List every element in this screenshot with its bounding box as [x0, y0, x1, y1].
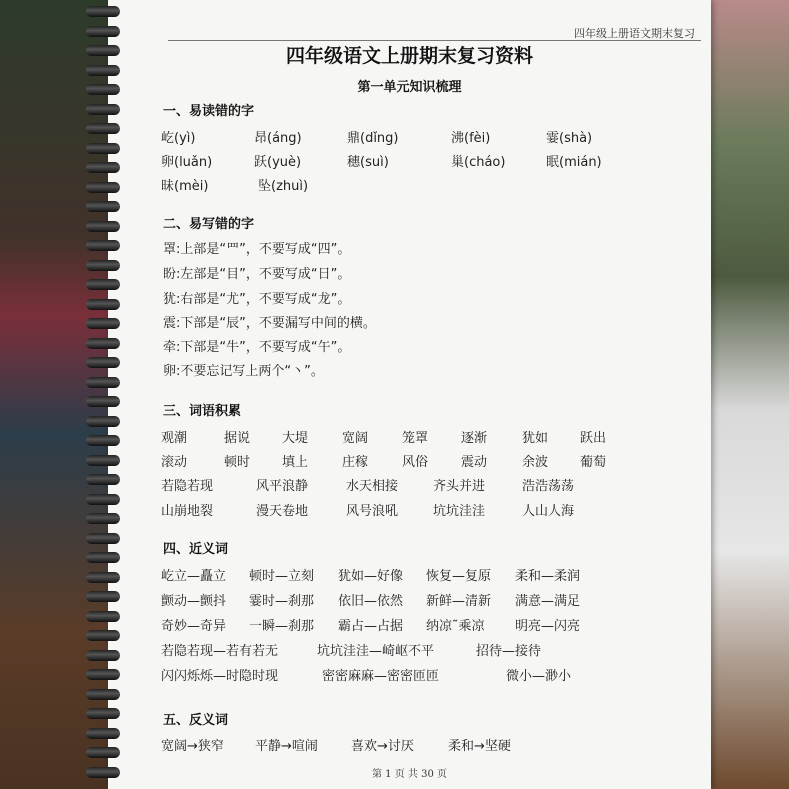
binding-ring [86, 572, 120, 583]
word-item: 山崩地裂 [161, 504, 214, 519]
synonym-pair: 微小—渺小 [506, 669, 572, 684]
word-item: 据说 [224, 431, 251, 446]
synonym-pair: 犹如—好像 [338, 569, 404, 584]
pinyin-item: 昂(áng) [254, 131, 302, 146]
binding-ring [86, 45, 120, 56]
binding-ring [86, 357, 120, 368]
binding-ring [86, 416, 120, 427]
word-item: 大堤 [282, 431, 309, 446]
binding-ring [86, 201, 120, 212]
synonym-pair: 招待—接待 [476, 644, 542, 659]
word-item: 漫天卷地 [256, 504, 309, 519]
binding-ring [86, 240, 120, 251]
word-item: 填上 [282, 455, 309, 470]
binding-ring [86, 338, 120, 349]
binding-ring [86, 747, 120, 758]
antonym-pair: 宽阔→狭窄 [161, 739, 224, 754]
binding-ring [86, 669, 120, 680]
word-item: 跃出 [580, 431, 607, 446]
binding-ring [86, 474, 120, 485]
binding-ring [86, 728, 120, 739]
writing-tip: 罩:上部是“罒”，不要写成“四”。 [163, 242, 351, 257]
binding-ring [86, 494, 120, 505]
binding-ring [86, 162, 120, 173]
word-item: 坑坑洼洼 [433, 504, 486, 519]
word-item: 人山人海 [522, 504, 575, 519]
antonym-pair: 喜欢→讨厌 [351, 739, 414, 754]
binding-ring [86, 6, 120, 17]
binding-ring [86, 260, 120, 271]
word-item: 庄稼 [342, 455, 369, 470]
synonym-pair: 依旧—依然 [338, 594, 404, 609]
binding-ring [86, 123, 120, 134]
word-item: 风号浪吼 [346, 504, 399, 519]
synonym-pair: 若隐若现—若有若无 [161, 644, 279, 659]
running-head: 四年级上册语文期末复习 [574, 27, 695, 40]
antonym-pair: 平静→喧闹 [255, 739, 318, 754]
synonym-pair: 坑坑洼洼—崎岖不平 [317, 644, 435, 659]
binding-ring [86, 650, 120, 661]
binding-ring [86, 182, 120, 193]
section-heading-1: 一、易读错的字 [163, 104, 255, 119]
synonym-pair: 满意—满足 [515, 594, 581, 609]
binding-ring [86, 299, 120, 310]
synonym-pair: 柔和—柔润 [515, 569, 581, 584]
word-item: 余波 [522, 455, 549, 470]
pinyin-item: 坠(zhuì) [258, 179, 309, 194]
word-item: 笼罩 [402, 431, 429, 446]
word-item: 风俗 [402, 455, 429, 470]
synonym-pair: 明亮—闪亮 [515, 619, 581, 634]
binding-ring [86, 143, 120, 154]
section-heading-4: 四、近义词 [163, 542, 229, 557]
word-item: 犹如 [522, 431, 549, 446]
binding-ring [86, 455, 120, 466]
antonym-pair: 柔和→坚硬 [448, 739, 511, 754]
pinyin-item: 跃(yuè) [254, 155, 302, 170]
synonym-pair: 闪闪烁烁—时隐时现 [161, 669, 279, 684]
word-item: 逐渐 [461, 431, 488, 446]
word-item: 观潮 [161, 431, 188, 446]
binding-ring [86, 630, 120, 641]
synonym-pair: 新鲜—清新 [426, 594, 492, 609]
word-item: 顿时 [224, 455, 251, 470]
binding-ring [86, 552, 120, 563]
section-heading-5: 五、反义词 [163, 713, 229, 728]
writing-tip: 卵:不要忘记写上两个“丶”。 [163, 364, 324, 379]
synonym-pair: 霎时—刹那 [249, 594, 315, 609]
binding-ring [86, 513, 120, 524]
binding-ring [86, 279, 120, 290]
writing-tip: 牵:下部是“牛”，不要写成“午”。 [163, 340, 351, 355]
word-item: 宽阔 [342, 431, 369, 446]
binding-ring [86, 435, 120, 446]
synonym-pair: 奇妙—奇异 [161, 619, 227, 634]
background-right [705, 0, 789, 789]
section-heading-3: 三、词语积累 [163, 404, 242, 419]
pinyin-item: 卵(luǎn) [161, 155, 213, 170]
pinyin-item: 鼎(dǐng) [347, 131, 399, 146]
document-page [108, 0, 711, 789]
word-item: 齐头并进 [433, 479, 486, 494]
word-item: 水天相接 [346, 479, 399, 494]
word-item: 浩浩荡荡 [522, 479, 575, 494]
section-heading-2: 二、易写错的字 [163, 217, 255, 232]
word-item: 震动 [461, 455, 488, 470]
binding-ring [86, 65, 120, 76]
binding-ring [86, 221, 120, 232]
word-item: 滚动 [161, 455, 188, 470]
pinyin-item: 穗(suì) [347, 155, 389, 170]
word-item: 葡萄 [580, 455, 607, 470]
binding-ring [86, 396, 120, 407]
binding-ring [86, 708, 120, 719]
pinyin-item: 沸(fèi) [451, 131, 491, 146]
pinyin-item: 昧(mèi) [161, 179, 209, 194]
synonym-pair: 霸占—占据 [338, 619, 404, 634]
binding-ring [86, 84, 120, 95]
binding-ring [86, 377, 120, 388]
binding-ring [86, 767, 120, 778]
page-title: 四年级语文上册期末复习资料 [285, 45, 533, 67]
binding-ring [86, 689, 120, 700]
binding-ring [86, 318, 120, 329]
writing-tip: 犹:右部是“尤”，不要写成“龙”。 [163, 292, 351, 307]
binding-ring [86, 533, 120, 544]
binding-ring [86, 26, 120, 37]
page-footer: 第 1 页 共 30 页 [372, 769, 447, 780]
synonym-pair: 顿时—立刻 [249, 569, 315, 584]
synonym-pair: 纳凉˜乘凉 [426, 619, 485, 634]
synonym-pair: 一瞬—刹那 [249, 619, 315, 634]
unit-subtitle: 第一单元知识梳理 [357, 80, 462, 95]
synonym-pair: 颤动—颤抖 [161, 594, 227, 609]
pinyin-item: 屹(yì) [161, 131, 196, 146]
synonym-pair: 恢复—复原 [426, 569, 492, 584]
pinyin-item: 巢(cháo) [451, 155, 506, 170]
word-item: 风平浪静 [256, 479, 309, 494]
binding-ring [86, 591, 120, 602]
synonym-pair: 屹立—矗立 [161, 569, 227, 584]
word-item: 若隐若现 [161, 479, 214, 494]
synonym-pair: 密密麻麻—密密匝匝 [322, 669, 440, 684]
spiral-binding [86, 0, 126, 789]
pinyin-item: 眠(mián) [546, 155, 602, 170]
writing-tip: 震:下部是“辰”，不要漏写中间的横。 [163, 316, 376, 331]
pinyin-item: 霎(shà) [546, 131, 593, 146]
binding-ring [86, 104, 120, 115]
writing-tip: 盼:左部是“目”，不要写成“日”。 [163, 267, 351, 282]
binding-ring [86, 611, 120, 622]
